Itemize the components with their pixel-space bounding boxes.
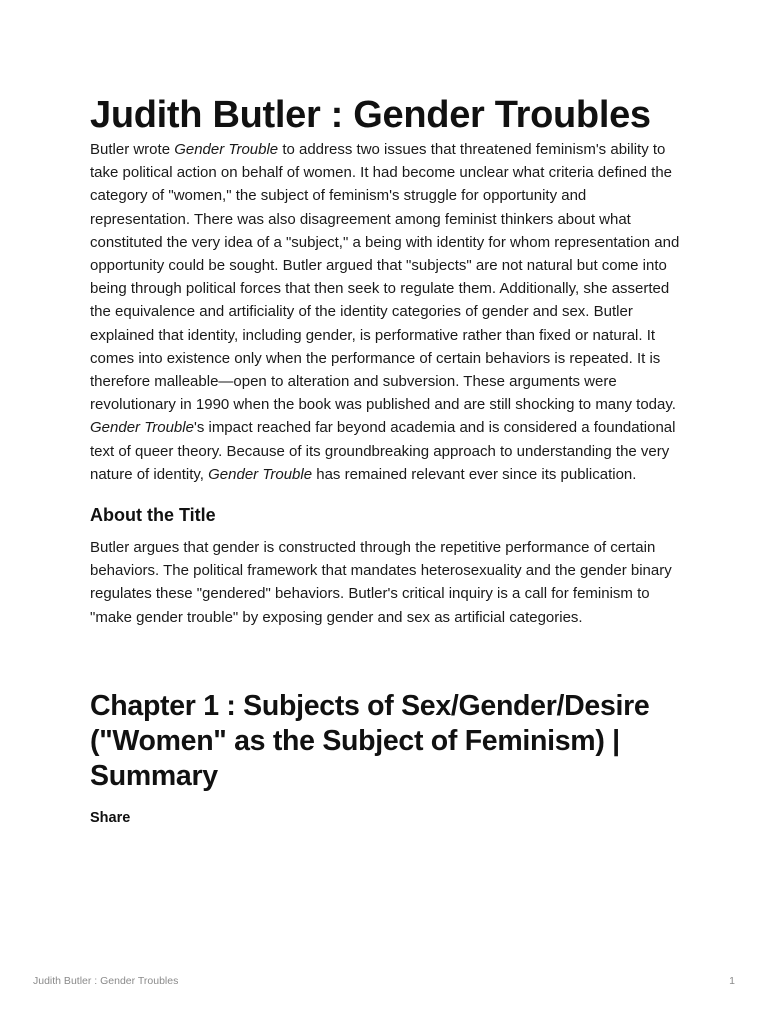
page-title: Judith Butler : Gender Troubles xyxy=(90,94,651,136)
footer-page-number: 1 xyxy=(729,975,735,987)
book-title-italic: Gender Trouble xyxy=(90,419,194,437)
footer-document-title: Judith Butler : Gender Troubles xyxy=(33,975,179,987)
intro-paragraph xyxy=(90,138,684,486)
intro-text-3: 's impact reached far beyond academia and is considered a foundational text of queer theory. Because of its groundbreaking approach to understanding the very nature of identity, xyxy=(90,419,676,483)
share-link[interactable]: Share xyxy=(90,809,131,826)
about-title-paragraph: Butler argues that gender is constructed through the repetitive performance of certain behaviors. The political framework that mandates heterosexuality and the gender binary regulates these "gendered" behaviors. Butler's critical inquiry is a call for feminism to "make gender trouble" by exposing gender and sex as artificial categories. xyxy=(90,539,672,626)
chapter-heading: Chapter 1 : Subjects of Sex/Gender/Desire ("Women" as the Subject of Feminism) | Summary xyxy=(90,689,650,792)
book-title-italic: Gender Trouble xyxy=(174,141,279,158)
intro-text-2: to address two issues that threatened feminism's ability to take political action on behalf of women. It had become unclear what criteria defined the category of "women," the subject of feminism's struggle for opportunity and representation. There was also disagreement among feminist thinkers about what constituted the very idea of a "subject," a being with identity for whom representation and opportunity could be sought. Butler argued that "subjects" are not natural but come into being through political forces that then seek to regulate them. Additionally, she asserted the equivalence and artificiality of the identity categories of gender and sex. Butler explained that identity, including gender, is performative rather than fixed or natural. It comes into existence only when the performance of certain behaviors is repeated. It is therefore malleable—open to alteration and subversion. These arguments were revolutionary in 1990 when the book was published and are still shocking to many today. xyxy=(90,141,680,414)
intro-text-1: Butler wrote xyxy=(90,141,175,158)
about-title-heading: About the Title xyxy=(90,505,216,526)
book-title-italic: Gender Trouble xyxy=(208,465,313,483)
document-page xyxy=(90,92,684,828)
intro-text-4: has remained relevant ever since its publication. xyxy=(312,465,637,483)
